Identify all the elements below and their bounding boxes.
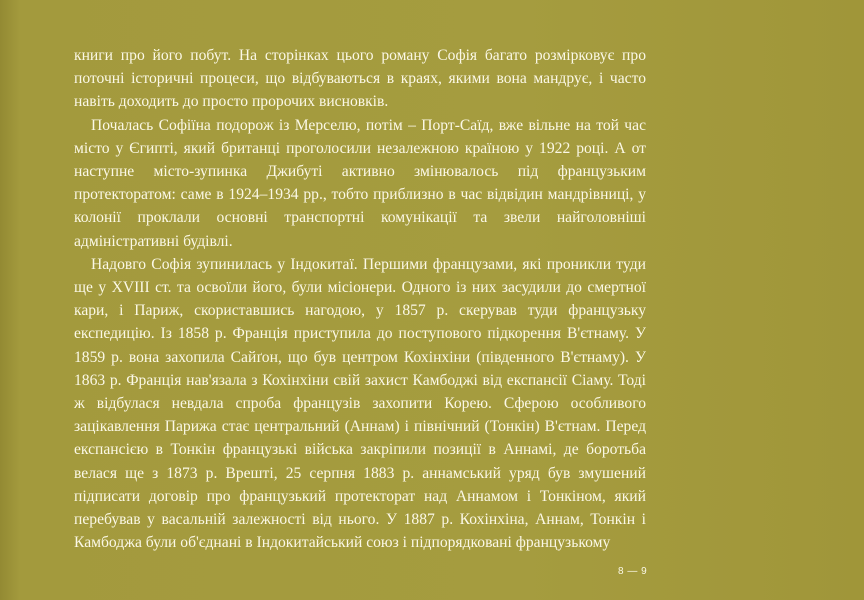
- paragraph: Надовго Софія зупинилась у Індокитаї. Першими французами, які проникли туди ще у XVIII ст. та освоїли його, були місіонери. Одного із них засудили до смертної кари, і Париж, скориставшись нагодою, у 1857 р. скерував туди французьку експедицію. Із 1858 р. Франція приступила до поступового підкорення В'єтнаму. У 1859 р. вона захопила Сайґон, що був центром Кохінхіни (південного В'єтнаму). У 1863 р. Франція нав'язала з Кохінхіни свій захист Камбоджі від експансії Сіаму. Тоді ж відбулася невдала спроба французів захопити Корею. Сферою особливого зацікавлення Парижа стає центральний (Аннам) і північний (Тонкін) В'єтнам. Перед експансією в Тонкін французькі війська закріпили позиції в Аннамі, де боротьба велася ще з 1873 р. Врешті, 25 серпня 1883 р. аннамський уряд був змушений підписати договір про французький протекторат над Аннамом і Тонкіном, який перебував у васальній залежності від нього. У 1887 р. Кохінхіна, Аннам, Тонкін і Камбоджа були об'єднані в Індокитайський союз і підпорядковані французькому: [74, 255, 646, 552]
- page-number: 8 — 9: [618, 566, 648, 577]
- body-text: [74, 44, 646, 554]
- paragraph: Почалась Софіїна подорож із Мерселю, потім – Порт-Саїд, вже вільне на той час місто у Єгипті, який британці проголосили незалежною країною у 1922 році. А от наступне місто-зупинка Джибуті активно змінювалось під французьким протекторатом: саме в 1924–1934 рр., тобто приблизно в час відвідин мандрівниці, у колонії проклали основні транспортні комунікації та звели найголовніші адміністративні будівлі.: [74, 116, 646, 250]
- paragraph: книги про його побут. На сторінках цього роману Софія багато розмірковує про поточні історичні процеси, що відбуваються в краях, якими вона мандрує, і часто навіть доходить до просто пророчих висновків.: [74, 47, 646, 111]
